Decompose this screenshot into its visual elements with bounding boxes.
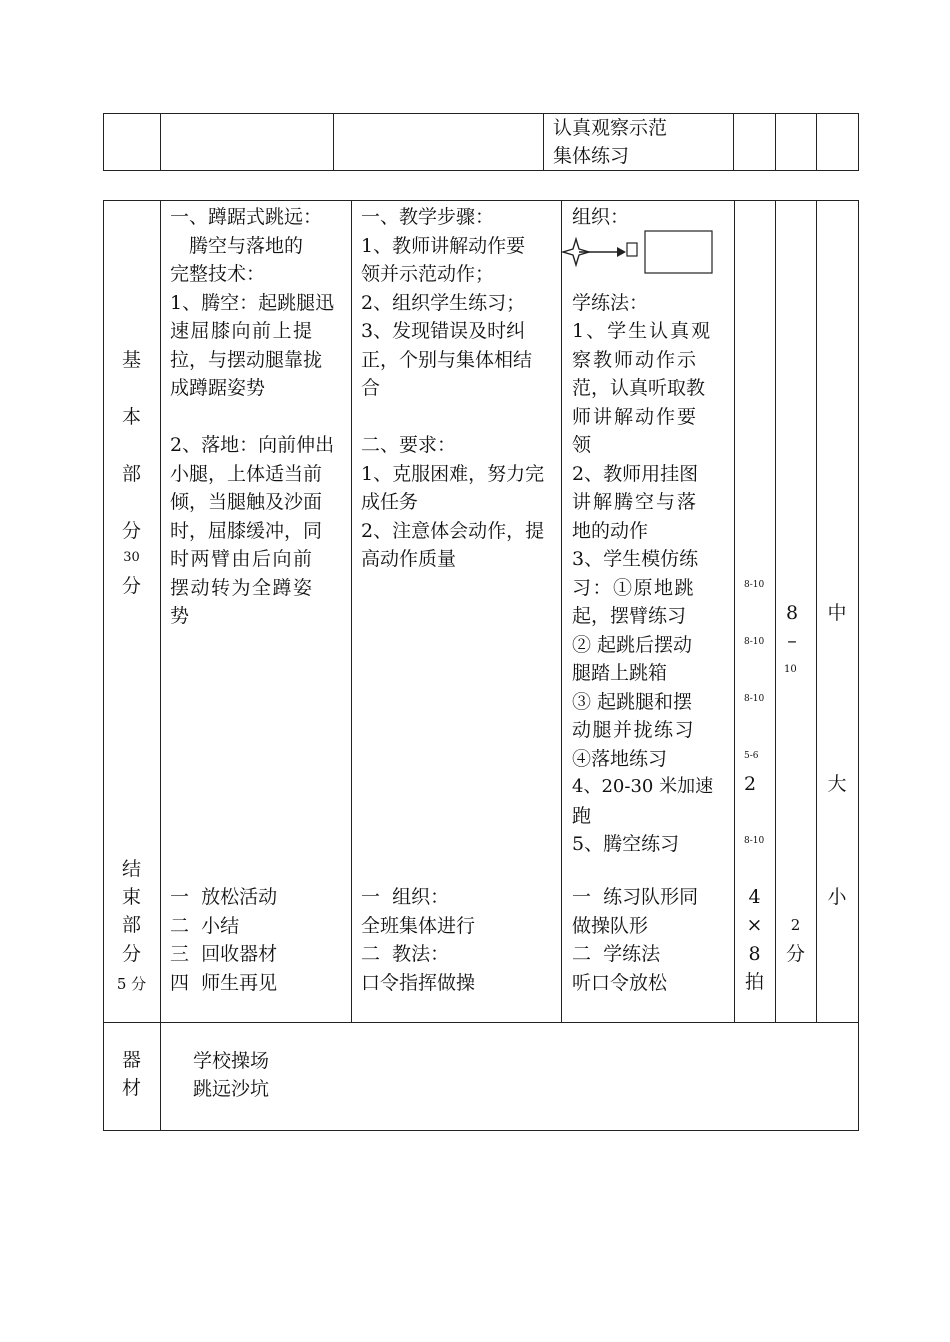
top-table-divider	[858, 113, 859, 171]
student-line: 3、学生模仿练	[572, 548, 699, 570]
student-line: 起，摆臂练习	[572, 605, 687, 627]
student-line: 察教师动作示	[572, 348, 699, 371]
method-line: 认真观察示范	[553, 117, 668, 139]
organization-label: 组织：	[572, 206, 630, 228]
time-unit: 分	[785, 943, 805, 965]
student-line: 5、腾空练习	[572, 833, 680, 855]
reps-value: 8-10	[744, 836, 765, 846]
sandpit-icon	[645, 231, 712, 273]
reps-value: 8-10	[744, 580, 765, 590]
intensity-value: 小	[827, 886, 847, 908]
main-table-row-divider	[103, 1022, 859, 1023]
teacher-line: 1、教师讲解动作要	[361, 234, 526, 257]
main-table-border-bottom	[103, 1130, 859, 1131]
section-label-char: 部	[121, 914, 141, 936]
student-line: 跑	[572, 804, 592, 827]
reps-value: 2	[744, 773, 757, 795]
teacher-line: 口令指挥做操	[361, 971, 476, 994]
content-line: 二 小结	[170, 914, 240, 937]
reps-value: 5-6	[744, 751, 759, 761]
teacher-line: 2、注意体会动作，提	[361, 519, 545, 542]
student-line: 听口令放松	[572, 971, 668, 994]
reps-char: 4	[748, 886, 761, 908]
arrowhead-icon	[617, 247, 626, 257]
reps-char: 拍	[744, 971, 764, 993]
teacher-line: 一、教学步骤：	[361, 206, 495, 228]
section-label-char: 基	[121, 349, 141, 371]
teacher-line: 领并示范动作；	[361, 263, 495, 285]
section-time-unit: 分	[121, 575, 141, 597]
top-table-border-bottom	[103, 170, 859, 171]
teacher-line: 二、要求：	[361, 434, 457, 456]
content-line: 倾，当腿触及沙面	[170, 491, 323, 513]
content-line: 一 放松活动	[170, 886, 278, 908]
method-line: 集体练习	[553, 145, 630, 167]
equipment-label-char: 器	[121, 1049, 141, 1071]
student-line: 1、学生认真观	[572, 320, 713, 342]
content-line: 一、蹲踞式跳远：	[170, 206, 323, 228]
main-table-column-divider	[351, 200, 352, 1023]
top-table-divider	[103, 113, 104, 171]
section-time: 5 分	[116, 975, 147, 993]
student-line: 学练法：	[572, 291, 649, 314]
teacher-line: 一 组织：	[361, 886, 450, 908]
main-table-column-divider	[160, 200, 161, 1131]
section-label-char: 分	[121, 943, 141, 965]
student-line: 领	[572, 434, 592, 456]
equipment-item: 学校操场	[193, 1050, 270, 1072]
student-line: 二 学练法	[572, 943, 661, 965]
reps-value: 8-10	[744, 694, 765, 704]
content-line: 摆动转为全蹲姿	[170, 576, 314, 599]
top-table-divider	[816, 113, 817, 171]
section-label-char: 分	[121, 520, 141, 542]
formation-diagram	[560, 227, 720, 277]
reps-char: 8	[748, 943, 761, 965]
content-line: 拉，与摆动腿靠拢	[170, 348, 323, 371]
section-label-char: 部	[121, 463, 141, 485]
top-table-divider	[775, 113, 776, 171]
takeoff-marker-icon	[627, 243, 637, 256]
time-value: 8	[785, 602, 799, 624]
teacher-line: 成任务	[361, 491, 419, 513]
content-line: 腾空与落地的	[170, 234, 304, 257]
student-line: 一 练习队形同	[572, 886, 699, 908]
content-line: 速屈膝向前上提	[170, 320, 314, 342]
student-line: 地的动作	[572, 519, 649, 542]
content-line: 时两臂由后向前	[170, 548, 314, 570]
teacher-line: 1、克服困难，努力完	[361, 462, 545, 485]
reps-value: 8-10	[744, 637, 765, 647]
intensity-value: 中	[827, 602, 847, 624]
content-line: 三 回收器材	[170, 943, 278, 965]
student-line: 2、教师用挂图	[572, 462, 699, 485]
student-line: 讲解腾空与落	[572, 491, 699, 513]
content-line: 1、腾空：起跳腿迅	[170, 291, 335, 314]
teacher-line: 高动作质量	[361, 548, 457, 570]
top-table-divider	[733, 113, 734, 171]
content-line: 四 师生再见	[170, 971, 278, 994]
student-line: ② 起跳后摆动	[572, 633, 693, 656]
reps-char: ×	[746, 914, 763, 936]
student-line: ③ 起跳腿和摆	[572, 690, 693, 713]
main-table-column-divider	[561, 200, 562, 1023]
content-line: 小腿，上体适当前	[170, 462, 323, 485]
equipment-item: 跳远沙坑	[193, 1078, 270, 1100]
student-line: 做操队形	[572, 914, 649, 937]
time-value: 2	[790, 916, 801, 934]
student-line: 4、20-30 米加速	[572, 776, 714, 797]
section-label-char: 结	[121, 858, 141, 880]
section-label-char: 束	[121, 886, 141, 908]
student-line: 腿踏上跳箱	[572, 662, 668, 684]
student-line: 习：①原地跳	[572, 576, 696, 599]
content-line: 成蹲踞姿势	[170, 377, 266, 399]
main-table-border-top	[103, 200, 859, 201]
student-line: 范，认真听取教	[572, 377, 706, 399]
main-table-border-right	[858, 200, 859, 1131]
student-line: 师讲解动作要	[572, 405, 699, 428]
section-label-char: 本	[121, 406, 141, 428]
top-table-divider	[543, 113, 544, 171]
content-line: 完整技术：	[170, 263, 266, 285]
top-table-divider	[333, 113, 334, 171]
section-time: 30	[123, 550, 140, 565]
top-table-border-top	[103, 113, 859, 114]
student-line: ④落地练习	[572, 747, 668, 770]
teacher-line: 2、组织学生练习；	[361, 291, 526, 314]
teacher-line: 正，个别与集体相结	[361, 348, 533, 371]
time-dash: –	[787, 630, 797, 652]
content-line: 时，屈膝缓冲，同	[170, 519, 323, 542]
teacher-line: 3、发现错误及时纠	[361, 320, 526, 342]
content-line: 2、落地：向前伸出	[170, 434, 335, 456]
teacher-line: 全班集体进行	[361, 914, 476, 937]
student-line: 动腿并拢练习	[572, 719, 696, 741]
teacher-line: 合	[361, 377, 381, 399]
content-line: 势	[170, 605, 190, 627]
intensity-value: 大	[827, 773, 847, 795]
equipment-label-char: 材	[121, 1077, 141, 1099]
top-table-divider	[160, 113, 161, 171]
time-value: 10	[784, 664, 797, 675]
teacher-line: 二 教法：	[361, 943, 450, 965]
